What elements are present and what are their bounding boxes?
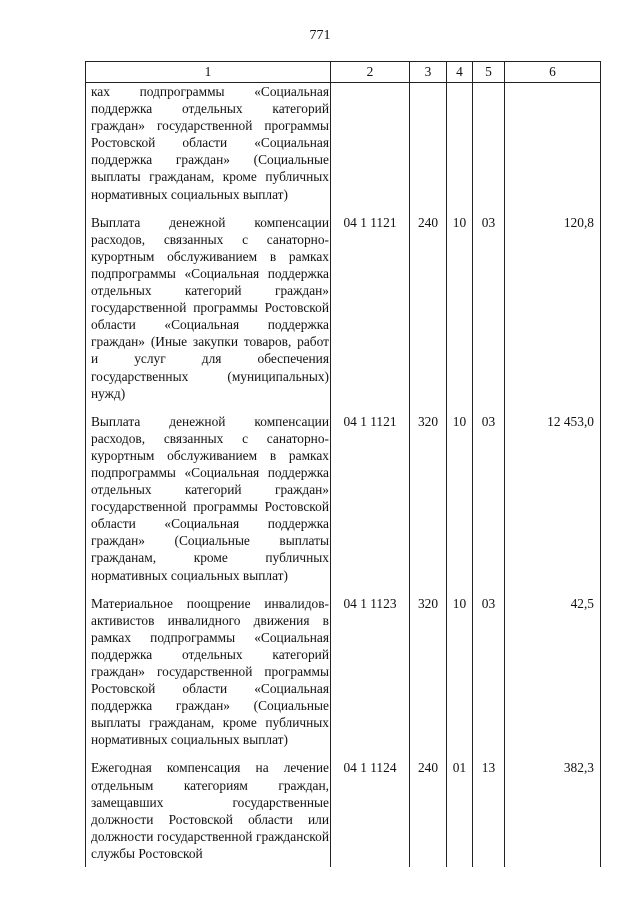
row-csr: 04 1 1121 <box>343 214 397 230</box>
row-vr: 240 <box>417 214 439 230</box>
budget-table <box>85 61 601 867</box>
row-rz: 10 <box>452 214 467 230</box>
row-rz: 01 <box>452 760 467 776</box>
table-header-row <box>86 62 601 83</box>
row-rz: 10 <box>452 413 467 429</box>
row-vr: 240 <box>417 760 439 776</box>
row-pr: 03 <box>481 595 496 611</box>
row-name: Материальное поощрение инвалидов-активистов инвалидного движения в рамках подпрограммы «Социальная поддержка отдельных категорий граждан» государственной программы Ростовской области «Социальная поддержка граждан» (Социальные выплаты гражданам, кроме публичных нормативных социальных выплат) <box>91 595 329 748</box>
table-row <box>86 407 601 589</box>
table-row <box>86 208 601 407</box>
row-pr: 13 <box>481 760 496 776</box>
header-col-4: 4 <box>447 62 473 83</box>
header-col-1: 1 <box>86 62 331 83</box>
row-sum: 42,5 <box>570 595 594 611</box>
row-pr: 03 <box>481 413 496 429</box>
page-number: 771 <box>309 28 331 43</box>
row-name: Выплата денежной компенсации расходов, связанных с санаторно-курортным обслуживанием в рамках подпрограммы «Социальная поддержка отдельных категорий граждан» государственной программы Ростовской области «Социальная поддержка граждан» (Социальные выплаты гражданам, кроме публичных нормативных социальных выплат) <box>91 413 329 583</box>
row-csr: 04 1 1123 <box>343 595 397 611</box>
row-name: Ежегодная компенсация на лечение отдельным категориям граждан, замещавших государственные должности Ростовской области или должности государственной гражданской службы Ростовской <box>91 760 329 861</box>
header-col-5: 5 <box>473 62 505 83</box>
table-row <box>86 83 601 208</box>
row-sum: 382,3 <box>563 760 594 776</box>
header-col-3: 3 <box>410 62 447 83</box>
row-sum: 120,8 <box>563 214 594 230</box>
header-col-6: 6 <box>505 62 601 83</box>
row-vr: 320 <box>417 595 439 611</box>
row-rz: 10 <box>452 595 467 611</box>
row-csr: 04 1 1124 <box>343 760 397 776</box>
row-csr: 04 1 1121 <box>343 413 397 429</box>
table-row <box>86 753 601 867</box>
row-name: Выплата денежной компенсации расходов, связанных с санаторно-курортным обслуживанием в рамках подпрограммы «Социальная поддержка отдельных категорий граждан» государственной программы Ростовской области «Социальная поддержка граждан» (Иные закупки товаров, работ и услуг для обеспечения государственных (муниципальных) нужд) <box>91 214 329 401</box>
row-sum: 12 453,0 <box>547 413 594 429</box>
header-col-2: 2 <box>331 62 410 83</box>
row-vr: 320 <box>417 413 439 429</box>
row-pr: 03 <box>481 214 496 230</box>
row-name: ках подпрограммы «Социальная поддержка отдельных категорий граждан» государственной программы Ростовской области «Социальная поддержка граждан» (Социальные выплаты гражданам, кроме публичных нормативных социальных выплат) <box>91 84 329 202</box>
table-row <box>86 589 601 754</box>
